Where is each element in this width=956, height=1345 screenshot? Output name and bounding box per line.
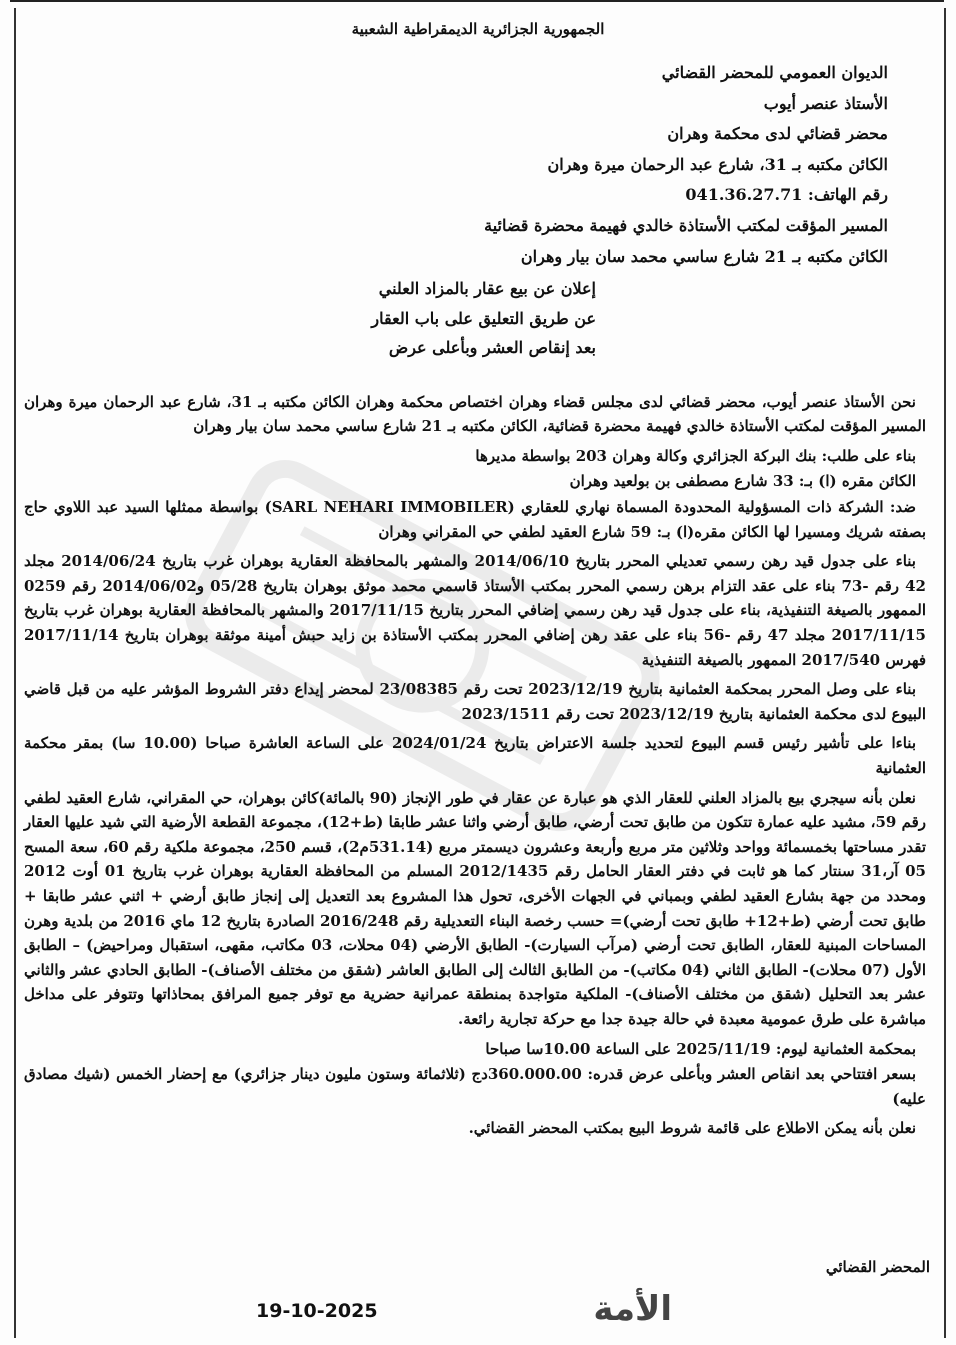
paragraph-receipt: بناء على وصل المحرر بمحكمة العثمانية بتاريخ 2023/12/19 تحت رقم 23/08385 لمحضر إيداع دفتر الشروط المؤشر عليه من قبل قاضي البيوع لدى محكمة العثمانية بتاريخ 2023/12/19 تحت رقم 2023/1511 (24, 680, 926, 723)
notice-title-3: بعد إنقاص العشر وبأعلى عرض (388, 338, 596, 358)
office-address: الكائن مكتبه بـ 31، شارع عبد الرحمان ميرة وهران (547, 154, 888, 174)
paragraph-mortgage: بناء على جدول قيد رهن رسمي تعديلي المحرر بتاريخ 2014/06/10 والمشهر بالمحافظة العقارية بوهران غرب بتاريخ 2014/06/24 مجلد 42 رقم -73 بناء على عقد التزام برهن رسمي المحرر بمكتب الأستاذ قاسمي محمد موثق بوهران بتاريخ 05/28 و2014/06/02 رقم 0259 الممهور بالصيغة التنفيذية، بناء على جدول قيد رهن رسمي إضافي المحرر بتاريخ 2017/11/15 والمشهر بالمحافظة العقارية بوهران غرب بتاريخ 2017/11/15 مجلد 47 رقم -56 بناء على عقد رهن إضافي المحرر بمكتب الأستاذة بن زايد حبش أمينة موثقة بوهران بتاريخ 2017/11/14 فهرس 2017/540 الممهور بالصيغة التنفيذية (24, 552, 926, 669)
phone-line (22, 180, 888, 211)
left-border (14, 8, 16, 1338)
paragraph-requester: بناء على طلب: بنك البركة الجزائري وكالة وهران 203 بواسطة مديرها (475, 446, 916, 465)
office-header (22, 58, 934, 272)
document-body (22, 14, 934, 1146)
paragraph-price: بسعر افتتاحي بعد انقاص العشر وبأعلى عرض قدره: 360.000.00دج (ثلاثمائة وستون مليون دينار جزائري) مع إحضار الخمس (شيك مصادق عليه) (24, 1065, 926, 1108)
paragraph-hearing: بناءا على تأشير رئيس قسم البيوع لتحديد جلسة الاعتراض بتاريخ 2024/01/24 على الساعة العاشرة صباحا (10.00 سا) بمقر محكمة العثمانية (24, 734, 926, 777)
right-border (944, 8, 946, 1338)
paragraph-defendant: ضد: الشركة ذات المسؤولية المحدودة المسماة نهاري للعقاري (SARL NEHARI IMMOBILER) بواسطة ممثلها السيد عبد اللاوي حاج بصفته شريك ومسيرا لها الكائن مقره(ا) بـ: 59 شارع العقيد لطفي حي المقراني وهران (24, 498, 926, 541)
bailiff-title: محضر قضائي لدى محكمة وهران (667, 124, 888, 144)
office-line: الديوان العمومي للمحضر القضائي (661, 63, 888, 82)
notice-titles (22, 274, 934, 363)
phone-label: رقم الهاتف: (807, 185, 888, 205)
signature-label: المحضر القضائي (825, 1258, 930, 1276)
interim-office-address: الكائن مكتبه بـ 21 شارع ساسي محمد سان بيار وهران (520, 246, 888, 266)
interim-manager-line: المسير المؤقت لمكتب الأستاذة خالدي فهيمة محضرة قضائية (484, 215, 888, 235)
paragraph-sale-date: بمحكمة العثمانية ليوم: 2025/11/19 على الساعة 10.00سا صباحا (485, 1039, 916, 1058)
top-border (10, 0, 944, 2)
paragraph-requester-address: الكائن مقره (ا) بـ: 33 شارع مصطفى بن بولعيد وهران (569, 472, 916, 491)
paragraph-conditions: نعلن بأنه يمكن الاطلاع على قائمة شروط البيع بمكتب المحضر القضائي. (468, 1119, 916, 1138)
bailiff-name: الأستاذ عنصر أيوب (763, 93, 888, 113)
notice-text (22, 390, 934, 1141)
newspaper-logo-text: الأمة (593, 1289, 672, 1329)
paragraph-intro: نحن الأستاذ عنصر أيوب، محضر قضائي لدى مجلس قضاء وهران اختصاص محكمة وهران الكائن مكتبه بـ 31، شارع عبد الرحمان ميرة وهران المسير المؤقت لمكتب الأستاذة خالدي فهيمة محضرة قضائية، الكائن مكتبه بـ 21 شارع ساسي محمد سان بيار وهران (24, 392, 926, 436)
notice-title-1: إعلان عن بيع عقار بالمزاد العلني (378, 279, 596, 299)
newspaper-logo (552, 1290, 672, 1328)
phone-value: 041.36.27.71 (685, 185, 803, 205)
paragraph-property: نعلن بأنه سيجري بيع بالمزاد العلني للعقار الذي هو عبارة عن عقار في طور الإنجاز (90 بالمائة)كائن بوهران، حي المقراني، شارع العقيد لطفي رقم 59، مشيد عليه عمارة تتكون من طابق تحت أرضي، طابق أرضي واثنا عشر طابقا (ط+12)، مجموعة القطعة الأرضية التي شيد عليها العقار تقدر مساحتها بخمسمائة وواحد وثلاثين متر مربع وأربعة وعشرون ديسمتر مربع (531.14م2)، قسم 250، مجموعة ملكية رقم 60، سعة المسح 05 آر،31 سنتار كما هو ثابت في دفتر العقار الحامل رقم 2012/1435 المسلم من المحافظة العقارية بوهران غرب بتاريخ 01 أوت 2012 ومحدد من جهة بشارع العقيد لطفي وبمباني في الجهات الأخرى، تحول هذا المشروع بعد التعديل إلى إنجاز طابق أرضي + اثني عشر طابقا + طابق تحت أرضي (ط+12+ طابق تحت أرضي)= حسب رخصة البناء التعديلية رقم 2016/248 الصادرة بتاريخ 12 ماي 2016 من بلدية وهرن المساحات المبنية للعقار، الطابق تحت أرضي (مرآب السيارت)- الطابق الأرضي (04 محلات، 03 مكاتب، مقهى، استقبال ومراحيض) – الطابق الأول (07 محلات)- الطابق الثاني (04 مكاتب)- من الطابق الثالث إلى الطابق العاشر (شقق من مختلف الأصناف)- الطابق الحادي عشر والثاني عشر بعد التحليل (شقق من مختلف الأصناف)- الملكية متواجدة بمنطقة عمرانية حضرية مع توفر جميع المرافق بمحاذاتها وتتوفر على مداخل مباشرة على طرق عمومية معبدة في حالة جيدة جدا مع حركة تجارية رائعة. (24, 788, 927, 1028)
notice-title-2: عن طريق التعليق على باب العقار (371, 308, 596, 328)
publication-date: 19-10-2025 (256, 1300, 378, 1322)
republic-heading: الجمهورية الجزائرية الديمقراطية الشعبية (351, 20, 605, 38)
